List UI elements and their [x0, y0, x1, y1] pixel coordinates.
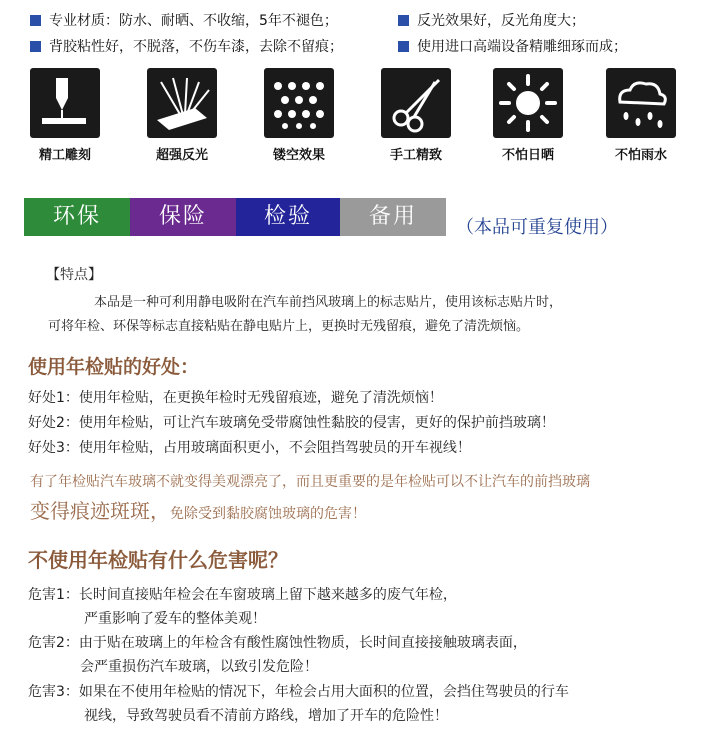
harms-heading: 不使用年检贴有什么危害呢？: [28, 548, 288, 572]
harm-1-line1: 危害1：长时间直接贴年检会在车窗玻璃上留下越来越多的废气年检，: [28, 587, 457, 603]
highlight-big-text: 变得痕迹斑斑，: [30, 499, 170, 523]
icon-label-sun: 不怕日晒: [501, 148, 554, 163]
bullet-square-icon: [398, 41, 409, 52]
hollow-pattern-icon: [264, 68, 334, 138]
highlight-line1: 有了年检贴汽车玻璃不就变得美观漂亮了，而且更重要的是年检贴可以不让汽车的前挡玻璃: [30, 474, 590, 490]
icon-label-rain: 不怕雨水: [614, 148, 667, 163]
benefit-item-3: 好处3：使用年检贴，占用玻璃面积更小，不会阻挡驾驶员的开车视线！: [28, 440, 471, 456]
benefit-item-1: 好处1：使用年检贴，在更换年检时无残留痕迹，避免了清洗烦恼！: [28, 390, 443, 406]
feature-waterproof: 专业材质：防水、耐晒、不收缩，5年不褪色；: [30, 10, 338, 30]
benefits-heading: 使用年检贴的好处：: [28, 356, 200, 378]
feature-adhesive: 背胶粘性好，不脱落，不伤车漆，去除不留痕；: [30, 36, 343, 56]
bullet-square-icon: [30, 41, 41, 52]
rain-cloud-icon: [606, 68, 676, 138]
tab-environmental: 环保: [24, 198, 130, 236]
harm-2-line1: 危害2：由于贴在玻璃上的年检含有酸性腐蚀性物质，长时间直接接触玻璃表面，: [28, 635, 527, 651]
feature-desc-line1: 本品是一种可利用静电吸附在汽车前挡风玻璃上的标志贴片，使用该标志贴片时，: [94, 295, 563, 310]
harm-3-line1: 危害3：如果在不使用年检贴的情况下，年检会占用大面积的位置，会挡住驾驶员的行车: [28, 684, 569, 700]
engraving-icon: [30, 68, 100, 138]
scissors-icon: [381, 68, 451, 138]
feature-desc-line2: 可将年检、环保等标志直接粘贴在静电贴片上，更换时无残留痕，避免了清洗烦恼。: [48, 319, 530, 334]
benefit-item-2: 好处2：使用年检贴，可让汽车玻璃免受带腐蚀性黏胶的侵害，更好的保护前挡玻璃！: [28, 415, 555, 431]
sun-icon: [493, 68, 563, 138]
feature-equipment: 使用进口高端设备精雕细琢而成；: [398, 36, 627, 56]
tab-spare: 备用: [340, 198, 446, 236]
highlight-line2: [30, 495, 366, 524]
feature-heading: 【特点】: [46, 267, 102, 283]
reflection-icon: [147, 68, 217, 138]
tab-insurance: 保险: [130, 198, 236, 236]
icon-label-hollow: 镂空效果: [272, 148, 325, 163]
feature-reflective: 反光效果好，反光角度大；: [398, 10, 585, 30]
harm-3-line2: 视线，导致驾驶员看不清前方路线，增加了开车的危险性！: [84, 708, 448, 724]
tab-inspection: 检验: [236, 198, 340, 236]
reuse-note: （本品可重复使用）: [456, 217, 618, 238]
highlight-rest-text: 免除受到黏胶腐蚀玻璃的危害！: [170, 506, 366, 522]
icon-label-handmade: 手工精致: [389, 148, 442, 163]
bullet-square-icon: [30, 15, 41, 26]
icon-label-engraving: 精工雕刻: [38, 148, 91, 163]
icon-label-reflection: 超强反光: [155, 148, 208, 163]
harm-1-line2: 严重影响了爱车的整体美观！: [84, 611, 266, 627]
bullet-square-icon: [398, 15, 409, 26]
harm-2-line2: 会严重损伤汽车玻璃，以致引发危险！: [80, 659, 318, 675]
